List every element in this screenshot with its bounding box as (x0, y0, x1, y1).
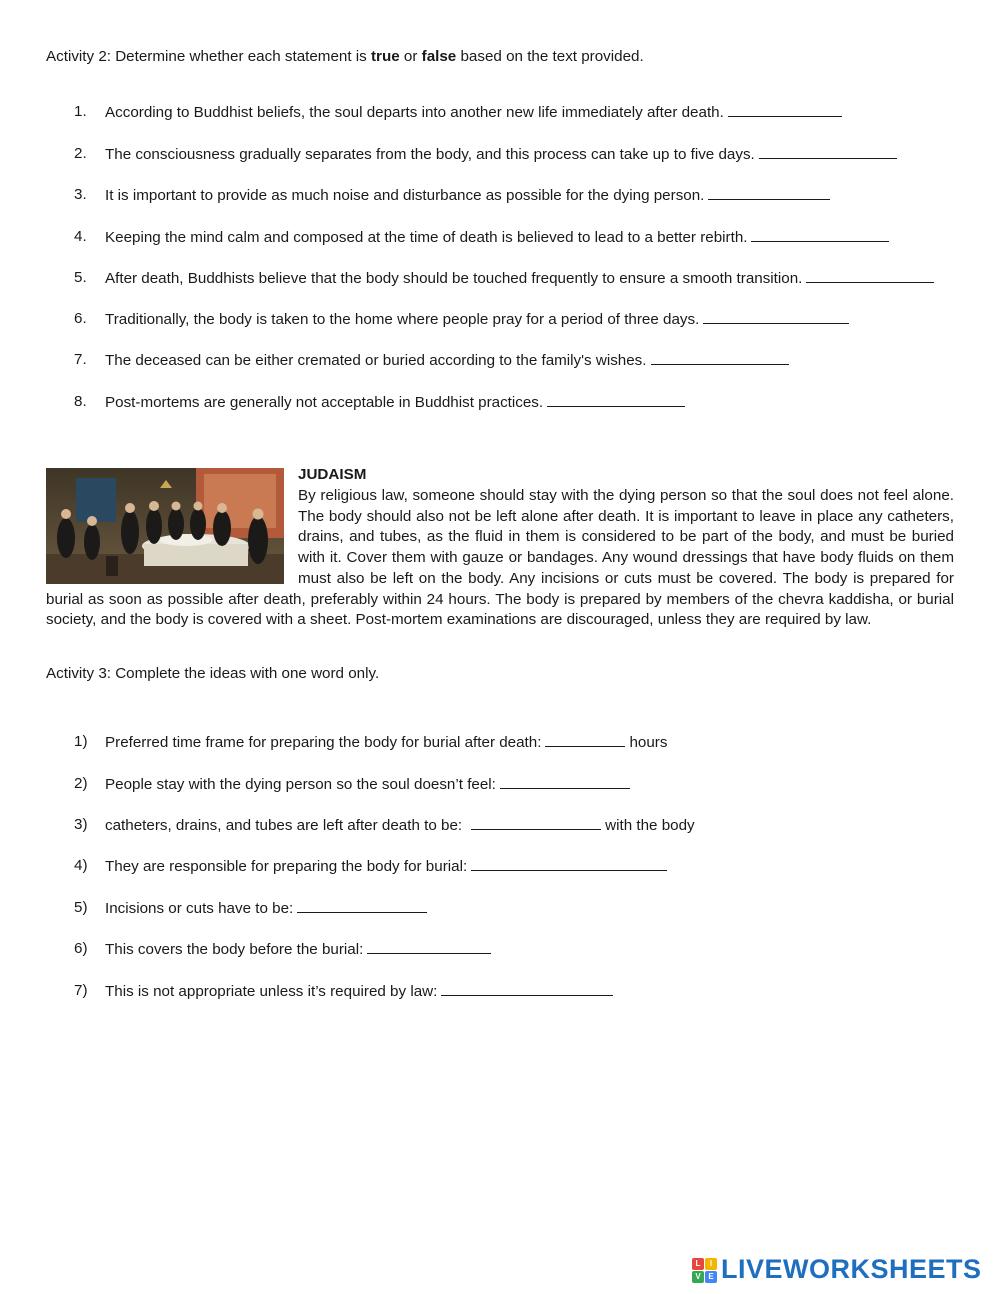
item-text (105, 981, 613, 1003)
statement-text: After death, Buddhists believe that the body should be touched frequently to ensure a smooth transition. (105, 270, 803, 287)
item-text (105, 392, 685, 414)
section-title: JUDAISM (298, 466, 367, 483)
answer-blank[interactable] (367, 939, 491, 954)
item-text (105, 732, 667, 754)
item-text (105, 268, 934, 290)
logo-letter: L (692, 1258, 704, 1270)
item-text (105, 939, 491, 961)
item-number: 2. (74, 145, 87, 162)
item-number: 2) (74, 775, 88, 792)
logo-mark-icon (692, 1258, 717, 1283)
prompt-text: This is not appropriate unless it’s required by law: (105, 983, 438, 1000)
answer-blank[interactable] (703, 309, 849, 324)
logo-letter: I (705, 1258, 717, 1270)
item-text (105, 774, 630, 796)
answer-blank[interactable] (297, 898, 427, 913)
logo-letter: V (692, 1271, 704, 1283)
deathbed-painting-image (46, 468, 284, 584)
item-text (105, 144, 897, 166)
answer-blank[interactable] (708, 185, 830, 200)
activity-2-instructions (46, 47, 644, 68)
prompt-suffix: hours (629, 734, 668, 751)
item-number: 3) (74, 816, 88, 833)
item-text (105, 102, 842, 124)
item-text (105, 350, 789, 372)
item-text (105, 856, 667, 878)
answer-blank[interactable] (759, 144, 897, 159)
answer-blank[interactable] (545, 732, 625, 747)
answer-blank[interactable] (547, 392, 685, 407)
instr-text: Activity 2: Determine whether each statement is (46, 48, 371, 65)
item-text (105, 309, 849, 331)
item-number: 7) (74, 982, 88, 999)
instr-text: or (399, 48, 422, 65)
item-text (105, 898, 427, 920)
instr-text: based on the text provided. (456, 48, 644, 65)
item-number: 1. (74, 103, 87, 120)
item-number: 4. (74, 228, 87, 245)
false-keyword: false (421, 48, 457, 65)
prompt-text: They are responsible for preparing the body for burial: (105, 858, 468, 875)
statement-text: The consciousness gradually separates from the body, and this process can take up to five days. (105, 146, 755, 163)
answer-blank[interactable] (471, 856, 667, 871)
statement-text: The deceased can be either cremated or buried according to the family's wishes. (105, 352, 647, 369)
answer-blank[interactable] (500, 774, 630, 789)
item-number: 3. (74, 186, 87, 203)
item-number: 6) (74, 940, 88, 957)
activity-3-instructions: Activity 3: Complete the ideas with one word only. (46, 665, 380, 682)
item-number: 5. (74, 269, 87, 286)
item-text (105, 227, 889, 249)
painting-illustration (46, 468, 284, 584)
item-text (105, 815, 695, 837)
item-number: 6. (74, 310, 87, 327)
item-number: 7. (74, 351, 87, 368)
prompt-text: catheters, drains, and tubes are left after death to be: (105, 817, 463, 834)
item-number: 5) (74, 899, 88, 916)
item-number: 1) (74, 733, 88, 750)
statement-text: Keeping the mind calm and composed at the time of death is believed to lead to a better rebirth. (105, 229, 748, 246)
answer-blank[interactable] (751, 227, 889, 242)
answer-blank[interactable] (806, 268, 934, 283)
answer-blank[interactable] (728, 102, 842, 117)
true-keyword: true (370, 48, 400, 65)
item-text (105, 185, 830, 207)
prompt-text: People stay with the dying person so the soul doesn’t feel: (105, 776, 496, 793)
liveworksheets-logo[interactable] (692, 1254, 982, 1284)
prompt-suffix: with the body (605, 817, 695, 834)
prompt-text: Preferred time frame for preparing the body for burial after death: (105, 734, 542, 751)
answer-blank[interactable] (441, 981, 613, 996)
statement-text: According to Buddhist beliefs, the soul departs into another new life immediately after death. (105, 104, 724, 121)
item-number: 4) (74, 857, 88, 874)
judaism-body-text: By religious law, someone should stay with the dying person so that the soul does not feel alone. The body should also not be left alone after death. It is important to leave in place any catheters, drains, and tubes, as the fluid in them is considered to be part of the body, and must be buried with it. Cover them with gauze or bandages. Any wound dressings that have body fluids on them must also be left on the body. Any incisions or cuts must be covered. The body is prepared for burial as soon as possible after death, preferably within 24 hours. The body is prepared by members of the chevra kaddisha, or burial society, and the body is covered with a sheet. Post-mortem examinations are discouraged, unless they are required by law. (46, 487, 954, 629)
statement-text: Traditionally, the body is taken to the home where people pray for a period of three days. (105, 311, 700, 328)
logo-letter: E (705, 1271, 717, 1283)
statement-text: Post-mortems are generally not acceptable in Buddhist practices. (105, 394, 544, 411)
prompt-text: This covers the body before the burial: (105, 941, 364, 958)
answer-blank[interactable] (651, 350, 789, 365)
prompt-text: Incisions or cuts have to be: (105, 900, 294, 917)
judaism-paragraph (46, 486, 954, 631)
logo-wordmark: LIVEWORKSHEETS (721, 1254, 982, 1284)
item-number: 8. (74, 393, 87, 410)
statement-text: It is important to provide as much noise and disturbance as possible for the dying person. (105, 187, 705, 204)
answer-blank[interactable] (471, 815, 601, 830)
